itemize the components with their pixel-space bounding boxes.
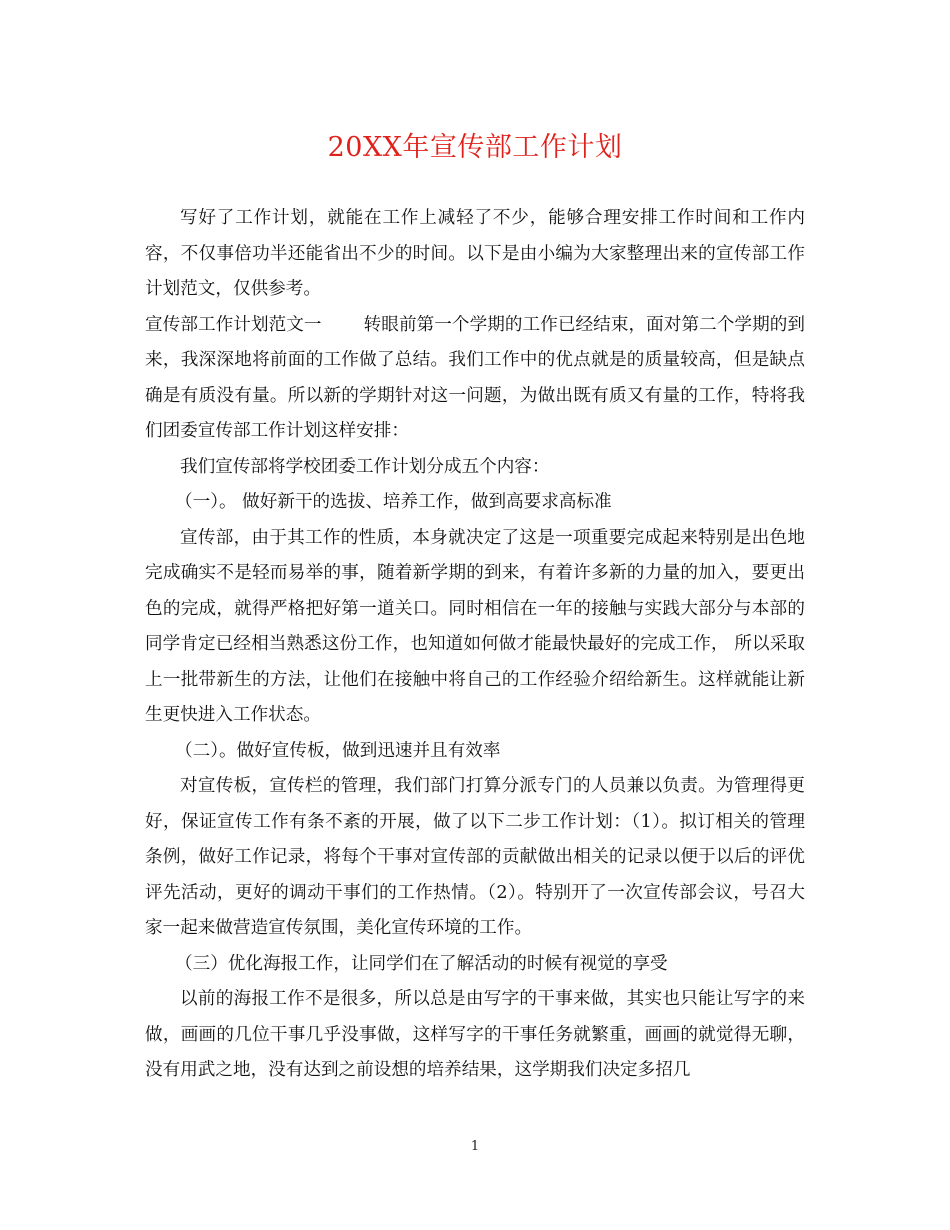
intro-paragraph: 写好了工作计划，就能在工作上减轻了不少，能够合理安排工作时间和工作内容，不仅事倍功半还能省出不少的时间。以下是由小编为大家整理出来的宣传部工作计划范文，仅供参考。 (145, 208, 805, 299)
sample-text: 转眼前第一个学期的工作已经结束，面对第二个学期的到来，我深深地将前面的工作做了总结。我们工作中的优点就是的质量较高，但是缺点确是有质没有量。所以新的学期针对这一问题，为做出既有质又有量的工作，特将我们团委宣传部工作计划这样安排： (145, 314, 805, 441)
section-heading-3: （三）优化海报工作，让同学们在了解活动的时候有视觉的享受 (175, 953, 668, 974)
section-heading-1: （一）。 做好新干的选拔、培养工作，做到高要求高标准 (175, 492, 612, 512)
section-heading-2: （二）。做好宣传板，做到迅速并且有效率 (175, 740, 501, 761)
sample-label: 宣传部工作计划范文一 (145, 314, 322, 335)
page-number: 1 (470, 1139, 480, 1154)
document-title: 20XX年宣传部工作计划 (327, 132, 623, 163)
section-paragraph-1: 宣传部，由于其工作的性质，本身就决定了这是一项重要完成起来特别是出色地完成确实不是轻而易举的事，随着新学期的到来，有着许多新的力量的加入，要更出色的完成，就得严格把好第一道关口。同时相信在一年的接触与实践大部分与本部的同学肯定已经相当熟悉这份工作，也知道如何做才能最快最好的完成工作， 所以采取上一批带新生的方法，让他们在接触中将自己的工作经验介绍给新生。这样就能让新生更快进入工作状态。 (145, 527, 805, 725)
sample-paragraph (145, 308, 805, 450)
section-paragraph-2: 对宣传板，宣传栏的管理，我们部门打算分派专门的人员兼以负责。为管理得更好，保证宣传工作有条不紊的开展，做了以下二步工作计划：（1）。拟订相关的管理条例，做好工作记录，将每个干事对宣传部的贡献做出相关的记录以便于以后的评优评先活动，更好的调动干事们的工作热情。（2）。特别开了一次宣传部会议，号召大家一起来做营造宣传氛围，美化宣传环境的工作。 (145, 776, 805, 938)
section-paragraph-3: 以前的海报工作不是很多，所以总是由写字的干事来做，其实也只能让写字的来做，画画的几位干事几乎没事做，这样写字的干事任务就繁重，画画的就觉得无聊，没有用武之地，没有达到之前设想的培养结果，这学期我们决定多招几 (145, 989, 805, 1080)
document-body (145, 201, 805, 1089)
five-parts-paragraph: 我们宣传部将学校团委工作计划分成五个内容： (180, 456, 550, 477)
